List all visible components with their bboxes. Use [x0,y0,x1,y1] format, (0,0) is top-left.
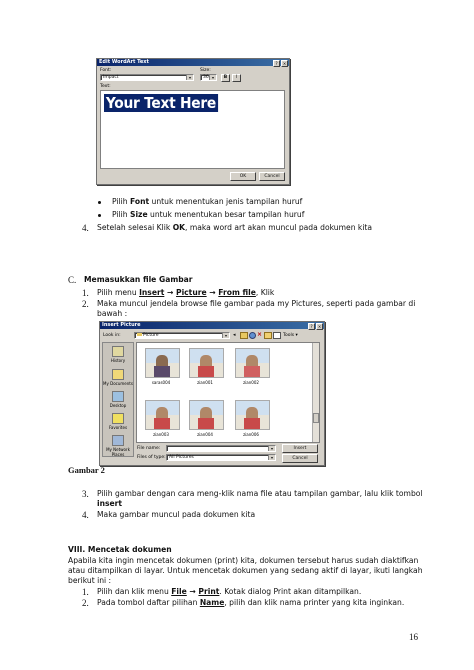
figure-caption: Gambar 2 [68,465,105,475]
step4-text [97,223,372,233]
bullet-font [112,197,302,207]
insert-button[interactable]: Insert [282,444,318,453]
step4b-num: 4. [82,510,89,520]
step3-line2: insert [97,499,123,508]
history-icon [112,346,124,357]
new-folder-icon[interactable] [264,332,272,339]
folder-icon [112,369,124,380]
places-favorites-label: Favorites [108,425,128,430]
menu-from-file: From file [218,288,256,297]
bullet-font-pre: Pilih [112,197,130,206]
insert-picture-dialog [99,321,325,466]
text-label: Text: [100,84,111,89]
help-icon[interactable]: ? [273,60,280,67]
c-step2-line1: Maka muncul jendela browse file gambar pada my Pictures, seperti pada gambar di [97,299,416,308]
arrow-right-icon: → [186,587,199,596]
thumbnail-saras004[interactable] [145,348,180,378]
chevron-down-icon[interactable]: ▾ [186,75,193,80]
page-number: 16 [409,632,418,642]
close-icon[interactable]: × [282,61,287,66]
lookin-select[interactable] [134,332,230,339]
filename-label: File name: [137,446,161,451]
filetype-select[interactable] [166,454,276,461]
scrollbar-thumb[interactable] [313,413,319,423]
file-name-label[interactable]: zian006 [243,432,259,437]
c-step2-line2: bawah : [97,309,128,318]
file-name-label[interactable]: zian002 [243,380,259,385]
star-icon [112,413,124,424]
thumbnail-zian001[interactable] [189,348,224,378]
places-desktop[interactable] [103,391,133,411]
step3-num: 3. [82,489,89,499]
file-list[interactable] [136,342,320,443]
bullet-font-bold: Font [129,197,150,206]
thumbnail-zian004[interactable] [189,400,224,430]
c-step1-num: 1. [82,288,89,298]
places-bar [102,342,134,457]
places-network-label: My Network Places [106,447,130,457]
bullet-size-bold: Size [129,210,148,219]
places-my-documents-label: My Documents [103,381,133,386]
arrow-right-icon: → [164,288,177,297]
wordart-dialog-title: Edit WordArt Text [97,59,289,66]
menu-print: Print [198,587,220,596]
search-web-icon[interactable] [249,332,256,339]
places-favorites[interactable] [103,413,133,433]
font-label: Font: [100,68,112,73]
section-c-heading: Memasukkan file Gambar [84,275,193,284]
step4-post: , maka word art akan muncul pada dokumen kita [185,223,373,232]
wordart-sample-text: Your Text Here [105,94,216,112]
step3-line1: Pilih gambar dengan cara meng-klik nama file atau tampilan gambar, lalu klik tombol [97,489,423,498]
places-my-documents[interactable] [103,369,133,389]
section-c-letter: C. [68,275,77,285]
menu-file: File [171,587,187,596]
file-name-label[interactable]: zian001 [197,380,213,385]
viii-step2-pre: Pada tombol daftar pilihan [97,598,200,607]
scrollbar[interactable] [312,343,319,442]
step4-pre: Setelah selesai Klik [97,223,173,232]
viii-step1-num: 1. [82,587,89,597]
filetype-label: Files of type: [137,455,166,460]
filetype-value: All Pictures [169,455,194,460]
chevron-down-icon[interactable]: ▾ [222,333,229,338]
file-name-label[interactable]: saras004 [151,380,171,385]
folder-icon [137,333,142,336]
viii-step2-num: 2. [82,598,89,608]
chevron-down-icon[interactable]: ▾ [268,455,275,460]
font-select[interactable] [100,74,194,81]
viii-para-line3: berikut ini : [68,576,112,585]
places-history[interactable] [103,346,133,366]
bullet-font-post: untuk menentukan jenis tampilan huruf [149,197,303,206]
chevron-down-icon[interactable]: ▾ [209,75,216,80]
cancel-button[interactable]: Cancel [259,172,285,181]
viii-para-line1: Apabila kita ingin mencetak dokumen (print) kita, dokumen tersebut harus sudah diaktifkan [68,556,419,565]
c-step1-pre: Pilih menu [97,288,140,297]
c-step1-post: , Klik [255,288,275,297]
help-icon[interactable]: ? [308,323,315,330]
places-network[interactable] [103,435,133,455]
chevron-down-icon[interactable]: ▾ [268,446,275,451]
network-icon [112,435,124,446]
c-step2-num: 2. [82,299,89,309]
italic-button[interactable]: I [232,74,241,82]
cancel-button[interactable]: Cancel [282,454,318,463]
lookin-value: Picture [143,333,159,338]
tools-menu[interactable]: Tools ▾ [283,333,298,338]
back-icon[interactable]: ◂ [233,332,236,338]
filename-input[interactable] [166,445,276,452]
step4-num: 4. [82,223,89,233]
lookin-label: Look in: [103,333,121,338]
section-viii-heading: VIII. Mencetak dokumen [68,545,172,554]
c-step1-text [97,288,274,298]
wordart-dialog [96,58,290,185]
step4-bold: OK [172,223,186,232]
bullet-size-post: untuk menentukan besar tampilan huruf [147,210,305,219]
viii-step2-post: , pilih dan klik nama printer yang kita inginkan. [224,598,405,607]
thumbnail-zian006[interactable] [235,400,270,430]
bullet-size-pre: Pilih [112,210,130,219]
desktop-icon [112,391,124,402]
close-icon[interactable]: × [317,324,322,329]
viii-step1-post: . Kotak dialog Print akan ditampilkan. [219,587,362,596]
size-select[interactable] [200,74,217,81]
menu-picture: Picture [176,288,207,297]
bullet-size [112,210,304,220]
viii-step1-pre: Pilih dan klik menu [97,587,172,596]
places-history-label: History [110,358,126,363]
step4b-text: Maka gambar muncul pada dokumen kita [97,510,256,519]
font-value: Impact [103,75,119,80]
thumbnail-zian003[interactable] [145,400,180,430]
places-desktop-label: Desktop [109,403,127,408]
name-list-label: Name [199,598,225,607]
size-label: Size: [200,68,211,73]
up-folder-icon[interactable] [240,332,248,339]
wordart-text-area[interactable] [100,90,285,169]
delete-icon[interactable]: × [257,331,263,338]
viii-step2-text [97,598,404,608]
viii-para-line2: atau ditampilkan di layar. Untuk mencetak dokumen yang sedang aktif di layar, ikuti langkah [68,566,423,575]
views-icon[interactable] [273,332,281,339]
bold-button[interactable]: B [221,74,230,82]
arrow-right-icon: → [206,288,219,297]
menu-insert: Insert [139,288,165,297]
thumbnail-zian002[interactable] [235,348,270,378]
file-name-label[interactable]: zian003 [153,432,169,437]
size-value: 36 [203,75,209,80]
insert-picture-title: Insert Picture [100,322,324,329]
bullet-icon [98,201,101,204]
file-name-label[interactable]: zian004 [197,432,213,437]
ok-button[interactable]: OK [230,172,256,181]
bullet-icon [98,214,101,217]
viii-step1-text [97,587,361,597]
